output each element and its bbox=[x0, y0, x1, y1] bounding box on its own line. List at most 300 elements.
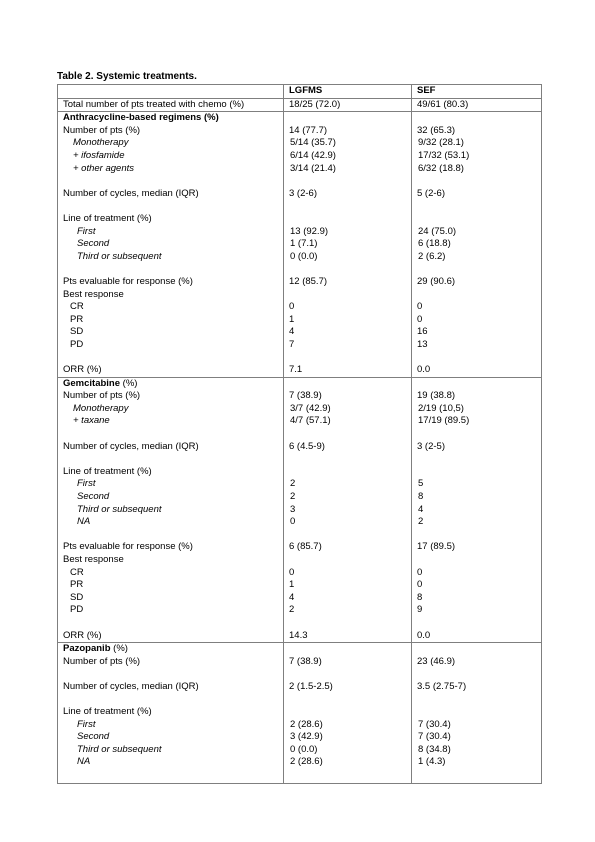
row-label bbox=[58, 263, 284, 276]
row-label bbox=[58, 238, 284, 251]
row-label-text: Total number of pts treated with chemo (%) bbox=[63, 98, 245, 110]
lgfms-cell bbox=[284, 276, 412, 289]
cell-value: 16 bbox=[417, 326, 428, 338]
row-label bbox=[58, 466, 284, 479]
sef-cell bbox=[412, 125, 542, 138]
lgfms-cell bbox=[284, 339, 412, 352]
lgfms-cell bbox=[284, 529, 412, 542]
row-label-text: First bbox=[77, 225, 96, 237]
cell-value: 0.0 bbox=[417, 629, 431, 641]
cell-value: 8 (34.8) bbox=[418, 743, 451, 755]
table-row bbox=[58, 112, 542, 125]
row-label-text: Number of cycles, median (IQR) bbox=[63, 440, 199, 452]
row-label-text: Second bbox=[77, 491, 110, 502]
table-caption: Table 2. Systemic treatments. bbox=[57, 71, 197, 82]
cell-value: 4 bbox=[289, 591, 295, 603]
cell-value: 0 bbox=[290, 516, 296, 528]
table-row bbox=[58, 592, 542, 605]
cell-value: 2 bbox=[289, 604, 295, 616]
row-label-text: + other agents bbox=[73, 162, 135, 174]
row-label bbox=[58, 339, 284, 352]
spacer-row bbox=[58, 453, 542, 466]
sef-cell bbox=[412, 200, 542, 213]
table-row bbox=[58, 326, 542, 339]
cell-value: 7 (30.4) bbox=[418, 731, 451, 743]
sef-cell bbox=[412, 213, 542, 226]
row-label-text: Second bbox=[77, 731, 110, 743]
row-label bbox=[58, 744, 284, 757]
cell-value: 2 (28.6) bbox=[290, 756, 323, 768]
section-heading-suffix: (%) bbox=[120, 377, 138, 389]
row-label-text: PD bbox=[70, 604, 84, 616]
cell-value: 0 bbox=[417, 301, 423, 313]
lgfms-cell bbox=[284, 694, 412, 707]
lgfms-cell bbox=[284, 112, 412, 125]
sef-cell bbox=[412, 301, 542, 314]
row-label-text: CR bbox=[70, 566, 84, 578]
row-label bbox=[58, 441, 284, 454]
table-row bbox=[58, 188, 542, 201]
lgfms-cell bbox=[284, 491, 412, 504]
sef-cell bbox=[412, 706, 542, 719]
table-row bbox=[58, 415, 542, 428]
cell-value: 0 bbox=[417, 566, 423, 578]
sef-cell bbox=[412, 478, 542, 491]
table-row bbox=[58, 289, 542, 302]
row-label-text: First bbox=[77, 478, 96, 490]
sef-cell bbox=[412, 226, 542, 239]
lgfms-cell bbox=[284, 453, 412, 466]
spacer-row bbox=[58, 351, 542, 364]
sef-cell bbox=[412, 731, 542, 744]
cell-value: 0 bbox=[417, 313, 423, 325]
sef-cell bbox=[412, 491, 542, 504]
sef-cell bbox=[412, 453, 542, 466]
lgfms-cell bbox=[284, 351, 412, 364]
cell-value: 1 (7.1) bbox=[290, 238, 318, 250]
cell-value: 3/7 (42.9) bbox=[290, 402, 331, 414]
sef-cell bbox=[412, 441, 542, 454]
lgfms-cell bbox=[284, 314, 412, 327]
row-label-text: PR bbox=[70, 313, 84, 325]
cell-value: 13 bbox=[417, 338, 428, 350]
sef-cell bbox=[412, 529, 542, 542]
lgfms-cell bbox=[284, 706, 412, 719]
lgfms-cell bbox=[284, 478, 412, 491]
table-body bbox=[58, 85, 542, 784]
sef-cell bbox=[412, 466, 542, 479]
cell-value: 6/14 (42.9) bbox=[290, 149, 336, 161]
table-row bbox=[58, 98, 542, 112]
lgfms-cell bbox=[284, 668, 412, 681]
row-label-text: + ifosfamide bbox=[73, 149, 125, 161]
cell-value: 2 bbox=[290, 478, 296, 490]
sef-cell bbox=[412, 390, 542, 403]
spacer-row bbox=[58, 428, 542, 441]
lgfms-cell bbox=[284, 150, 412, 163]
sef-cell bbox=[412, 263, 542, 276]
cell-value: 5 bbox=[418, 478, 424, 490]
cell-value: 18/25 (72.0) bbox=[289, 98, 341, 110]
cell-value: 19 (38.8) bbox=[417, 390, 456, 402]
spacer-row bbox=[58, 175, 542, 188]
cell-value: 3.5 (2.75-7) bbox=[417, 680, 467, 692]
spacer-row bbox=[58, 694, 542, 707]
cell-value: 4/7 (57.1) bbox=[290, 415, 331, 427]
cell-value: 3 bbox=[290, 503, 296, 515]
cell-value: 1 (4.3) bbox=[418, 756, 446, 768]
table-row bbox=[58, 630, 542, 643]
sef-cell bbox=[412, 339, 542, 352]
lgfms-cell bbox=[284, 301, 412, 314]
row-label bbox=[58, 390, 284, 403]
row-label-text: Pts evaluable for response (%) bbox=[63, 541, 193, 553]
sef-cell bbox=[412, 744, 542, 757]
lgfms-cell bbox=[284, 390, 412, 403]
row-label bbox=[58, 226, 284, 239]
lgfms-cell bbox=[284, 289, 412, 302]
sef-cell bbox=[412, 276, 542, 289]
sef-cell bbox=[412, 592, 542, 605]
row-label-text: Third or subsequent bbox=[77, 743, 162, 755]
lgfms-cell bbox=[284, 200, 412, 213]
row-label bbox=[58, 163, 284, 176]
sef-cell bbox=[412, 175, 542, 188]
lgfms-cell bbox=[284, 163, 412, 176]
table-row bbox=[58, 579, 542, 592]
cell-value: 17/32 (53.1) bbox=[418, 149, 470, 161]
sef-cell bbox=[412, 428, 542, 441]
table-row bbox=[58, 238, 542, 251]
sef-cell bbox=[412, 351, 542, 364]
sef-cell bbox=[412, 579, 542, 592]
sef-cell bbox=[412, 643, 542, 656]
sef-cell bbox=[412, 567, 542, 580]
sef-cell bbox=[412, 326, 542, 339]
lgfms-cell bbox=[284, 744, 412, 757]
cell-value: 2 bbox=[290, 491, 296, 502]
cell-value: 2 (6.2) bbox=[418, 250, 446, 262]
row-label bbox=[58, 579, 284, 592]
cell-value: 6 (85.7) bbox=[289, 541, 322, 553]
cell-value: 0 bbox=[289, 566, 295, 578]
lgfms-cell bbox=[284, 213, 412, 226]
cell-value: 2 bbox=[418, 516, 424, 528]
cell-value: SEF bbox=[417, 85, 436, 96]
sef-cell bbox=[412, 85, 542, 99]
sef-cell bbox=[412, 504, 542, 517]
row-label bbox=[58, 112, 284, 125]
section-heading-suffix: (%) bbox=[110, 643, 128, 655]
sef-cell bbox=[412, 541, 542, 554]
lgfms-cell bbox=[284, 731, 412, 744]
cell-value: 12 (85.7) bbox=[289, 275, 328, 287]
table-header-row bbox=[58, 85, 542, 99]
lgfms-cell bbox=[284, 592, 412, 605]
lgfms-cell bbox=[284, 516, 412, 529]
lgfms-cell bbox=[284, 85, 412, 99]
sef-cell bbox=[412, 554, 542, 567]
table-row bbox=[58, 681, 542, 694]
table-row bbox=[58, 339, 542, 352]
row-label-text: Anthracycline-based regimens (%) bbox=[63, 112, 219, 124]
row-label-text: Monotherapy bbox=[73, 137, 129, 149]
row-label-text: Best response bbox=[63, 553, 124, 565]
sef-cell bbox=[412, 719, 542, 732]
lgfms-cell bbox=[284, 428, 412, 441]
row-label-text: Number of pts (%) bbox=[63, 390, 141, 402]
row-label-text: First bbox=[77, 718, 96, 730]
sef-cell bbox=[412, 681, 542, 694]
sef-cell bbox=[412, 314, 542, 327]
cell-value: 17 (89.5) bbox=[417, 541, 456, 553]
row-label bbox=[58, 377, 284, 390]
cell-value: 7.1 bbox=[289, 364, 303, 376]
table-row bbox=[58, 150, 542, 163]
cell-value: 13 (92.9) bbox=[290, 225, 329, 237]
table-row bbox=[58, 541, 542, 554]
cell-value: 9/32 (28.1) bbox=[418, 137, 464, 149]
table-row bbox=[58, 491, 542, 504]
cell-value: 2 (1.5-2.5) bbox=[289, 680, 333, 692]
row-label bbox=[58, 351, 284, 364]
row-label bbox=[58, 403, 284, 416]
table-row bbox=[58, 390, 542, 403]
spacer-row bbox=[58, 529, 542, 542]
cell-value: 4 bbox=[289, 326, 295, 338]
row-label-text: NA bbox=[77, 516, 91, 528]
table-row bbox=[58, 643, 542, 656]
row-label-text: ORR (%) bbox=[63, 629, 102, 641]
table-row bbox=[58, 403, 542, 416]
lgfms-cell bbox=[284, 617, 412, 630]
section-heading: Pazopanib bbox=[63, 643, 111, 655]
lgfms-cell bbox=[284, 175, 412, 188]
table-row bbox=[58, 567, 542, 580]
cell-value: 29 (90.6) bbox=[417, 275, 456, 287]
cell-value: 6 (18.8) bbox=[418, 238, 451, 250]
cell-value: 7 bbox=[289, 338, 295, 350]
row-label bbox=[58, 150, 284, 163]
lgfms-cell bbox=[284, 681, 412, 694]
row-label bbox=[58, 643, 284, 656]
row-label bbox=[58, 364, 284, 377]
row-label bbox=[58, 289, 284, 302]
row-label bbox=[58, 706, 284, 719]
cell-value: 14.3 bbox=[289, 629, 308, 641]
table-row bbox=[58, 301, 542, 314]
row-label bbox=[58, 656, 284, 669]
row-label-text: Line of treatment (%) bbox=[63, 212, 152, 224]
row-label bbox=[58, 137, 284, 150]
row-label bbox=[58, 453, 284, 466]
cell-value: 3 (2-5) bbox=[417, 440, 445, 452]
sef-cell bbox=[412, 694, 542, 707]
sef-cell bbox=[412, 188, 542, 201]
row-label bbox=[58, 314, 284, 327]
row-label bbox=[58, 326, 284, 339]
row-label bbox=[58, 567, 284, 580]
table-row bbox=[58, 213, 542, 226]
row-label-text: + taxane bbox=[73, 415, 110, 427]
row-label-text: Third or subsequent bbox=[77, 250, 162, 262]
lgfms-cell bbox=[284, 377, 412, 390]
lgfms-cell bbox=[284, 630, 412, 643]
row-label-text: SD bbox=[70, 591, 84, 603]
cell-value: 6 (4.5-9) bbox=[289, 440, 325, 452]
lgfms-cell bbox=[284, 403, 412, 416]
row-label bbox=[58, 516, 284, 529]
cell-value: 1 bbox=[289, 579, 295, 591]
row-label bbox=[58, 276, 284, 289]
sef-cell bbox=[412, 415, 542, 428]
sef-cell bbox=[412, 289, 542, 302]
sef-cell bbox=[412, 630, 542, 643]
lgfms-cell bbox=[284, 756, 412, 783]
row-label bbox=[58, 98, 284, 112]
row-label-text: Line of treatment (%) bbox=[63, 465, 152, 477]
row-label bbox=[58, 592, 284, 605]
cell-value: 5 (2-6) bbox=[417, 187, 445, 199]
spacer-row bbox=[58, 617, 542, 630]
cell-value: 0 bbox=[289, 301, 295, 313]
row-label-text: ORR (%) bbox=[63, 364, 102, 376]
section-heading: Gemcitabine bbox=[63, 377, 121, 389]
sef-cell bbox=[412, 112, 542, 125]
row-label bbox=[58, 719, 284, 732]
row-label-text: Number of cycles, median (IQR) bbox=[63, 187, 199, 199]
cell-value: 17/19 (89.5) bbox=[418, 415, 470, 427]
table-row bbox=[58, 466, 542, 479]
row-label bbox=[58, 251, 284, 264]
table-row bbox=[58, 554, 542, 567]
row-label bbox=[58, 175, 284, 188]
lgfms-cell bbox=[284, 643, 412, 656]
table-row bbox=[58, 314, 542, 327]
cell-value: LGFMS bbox=[289, 85, 323, 96]
row-label bbox=[58, 301, 284, 314]
cell-value: 0 bbox=[417, 579, 423, 591]
sef-cell bbox=[412, 251, 542, 264]
table-row bbox=[58, 251, 542, 264]
sef-cell bbox=[412, 656, 542, 669]
cell-value: 7 (38.9) bbox=[289, 390, 322, 402]
cell-value: 0 (0.0) bbox=[290, 250, 318, 262]
row-label bbox=[58, 617, 284, 630]
lgfms-cell bbox=[284, 604, 412, 617]
cell-value: 6/32 (18.8) bbox=[418, 162, 464, 174]
sef-cell bbox=[412, 516, 542, 529]
lgfms-cell bbox=[284, 656, 412, 669]
cell-value: 14 (77.7) bbox=[289, 124, 328, 136]
sef-cell bbox=[412, 377, 542, 390]
cell-value: 0 (0.0) bbox=[290, 743, 318, 755]
sef-cell bbox=[412, 98, 542, 112]
table-row bbox=[58, 226, 542, 239]
sef-cell bbox=[412, 150, 542, 163]
table-row bbox=[58, 137, 542, 150]
table-row bbox=[58, 604, 542, 617]
lgfms-cell bbox=[284, 504, 412, 517]
table-row bbox=[58, 719, 542, 732]
row-label-text: Line of treatment (%) bbox=[63, 706, 152, 718]
row-label bbox=[58, 188, 284, 201]
sef-cell bbox=[412, 137, 542, 150]
sef-cell bbox=[412, 604, 542, 617]
sef-cell bbox=[412, 163, 542, 176]
row-label bbox=[58, 604, 284, 617]
lgfms-cell bbox=[284, 415, 412, 428]
sef-cell bbox=[412, 403, 542, 416]
table-row bbox=[58, 656, 542, 669]
row-label bbox=[58, 630, 284, 643]
spacer-row bbox=[58, 668, 542, 681]
lgfms-cell bbox=[284, 263, 412, 276]
row-label-text: Third or subsequent bbox=[77, 503, 162, 515]
table-row bbox=[58, 731, 542, 744]
row-label bbox=[58, 668, 284, 681]
row-label bbox=[58, 529, 284, 542]
cell-value: 5/14 (35.7) bbox=[290, 137, 336, 149]
lgfms-cell bbox=[284, 326, 412, 339]
lgfms-cell bbox=[284, 226, 412, 239]
spacer-row bbox=[58, 200, 542, 213]
cell-value: 0.0 bbox=[417, 364, 431, 376]
cell-value: 2/19 (10,5) bbox=[418, 402, 464, 414]
row-label-text: SD bbox=[70, 326, 84, 338]
cell-value: 49/61 (80.3) bbox=[417, 98, 469, 110]
row-label-text: Best response bbox=[63, 288, 124, 300]
row-label bbox=[58, 681, 284, 694]
table-row bbox=[58, 504, 542, 517]
row-label bbox=[58, 125, 284, 138]
lgfms-cell bbox=[284, 441, 412, 454]
cell-value: 2 (28.6) bbox=[290, 718, 323, 730]
cell-value: 3 (42.9) bbox=[290, 731, 323, 743]
cell-value: 4 bbox=[418, 503, 424, 515]
table-row bbox=[58, 706, 542, 719]
lgfms-cell bbox=[284, 125, 412, 138]
row-label-text: CR bbox=[70, 301, 84, 313]
row-label-text: Pts evaluable for response (%) bbox=[63, 275, 193, 287]
table-row bbox=[58, 276, 542, 289]
row-label-text: Number of cycles, median (IQR) bbox=[63, 680, 199, 692]
lgfms-cell bbox=[284, 98, 412, 112]
cell-value: 9 bbox=[417, 604, 423, 616]
row-label bbox=[58, 428, 284, 441]
lgfms-cell bbox=[284, 137, 412, 150]
row-label-text: Monotherapy bbox=[73, 402, 129, 414]
table-row bbox=[58, 163, 542, 176]
row-label bbox=[58, 213, 284, 226]
row-label bbox=[58, 491, 284, 504]
row-label-text: PD bbox=[70, 338, 84, 350]
row-label-text: NA bbox=[77, 756, 91, 768]
table-row bbox=[58, 478, 542, 491]
table-row bbox=[58, 364, 542, 377]
row-label-text: Number of pts (%) bbox=[63, 655, 141, 667]
lgfms-cell bbox=[284, 364, 412, 377]
row-label bbox=[58, 415, 284, 428]
table-row bbox=[58, 744, 542, 757]
cell-value: 7 (30.4) bbox=[418, 718, 451, 730]
row-label bbox=[58, 541, 284, 554]
cell-value: 32 (65.3) bbox=[417, 124, 456, 136]
table-row bbox=[58, 377, 542, 390]
lgfms-cell bbox=[284, 567, 412, 580]
sef-cell bbox=[412, 364, 542, 377]
table-row bbox=[58, 516, 542, 529]
